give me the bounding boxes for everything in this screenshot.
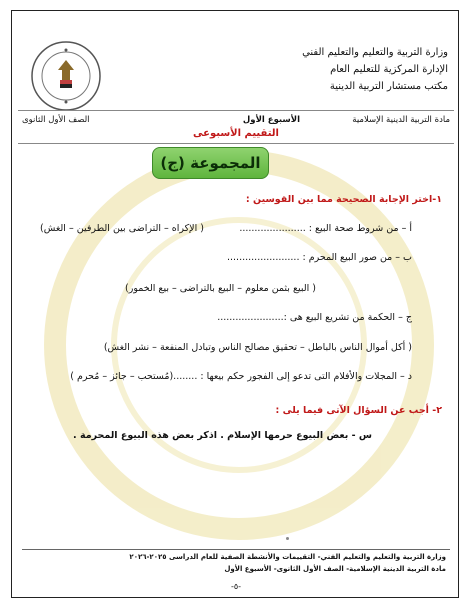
question-1a-options: ( الإكراه – التراضى بين الطرفين – الغش) bbox=[40, 223, 204, 234]
question-1b-options: ( البيع بثمن معلوم – البيع بالتراضى – بيع الخمور) bbox=[125, 283, 316, 294]
question-1-title: ١-اختر الإجابة الصحيحة مما بين القوسين : bbox=[245, 194, 442, 205]
evaluation-title: التقييم الأسبوعى bbox=[193, 128, 279, 139]
question-2-text: س - بعض البيوع حرمها الإسلام . اذكر بعض هذه البيوع المحرمة . bbox=[73, 430, 372, 441]
question-1a-stem: أ – من شروط صحة البيع : ...................... bbox=[239, 223, 412, 234]
page-number: -٥- bbox=[230, 582, 242, 591]
question-1c-options: ( أكل أموال الناس بالباطل – تحقيق مصالح الناس وتبادل المنفعة – نشر الغش) bbox=[103, 342, 412, 353]
footer-line-2: مادة التربية الدينية الإسلامية- الصف الأول الثانوى- الأسبوع الأول bbox=[224, 565, 446, 573]
question-1d-line: د – المجلات والأفلام التى تدعو إلى الفجور حكم بيعها : ........(مُستحب – جائز – مُحرم ) bbox=[70, 371, 412, 382]
question-2-title: ٢- أجب عن السؤال الآتى فيما يلى : bbox=[275, 405, 442, 416]
group-badge: المجموعة (ج) bbox=[152, 147, 269, 179]
ministry-logo bbox=[30, 40, 102, 112]
question-1b-stem: ب – من صور البيع المحرم : ........................ bbox=[227, 252, 412, 263]
ministry-line-1: وزارة التربية والتعليم والتعليم الفني bbox=[302, 47, 448, 58]
footer-line-1: وزارة التربية والتعليم والتعليم الفني- التقييمات والأنشطة الصفية للعام الدراسى ٢٠٢٥-٢٠٢٦ bbox=[129, 553, 446, 561]
info-row bbox=[22, 115, 450, 129]
footer-divider bbox=[22, 549, 450, 550]
week-label: الأسبوع الأول bbox=[242, 115, 300, 125]
page-mark bbox=[286, 537, 289, 540]
ministry-line-2: الإدارة المركزية للتعليم العام bbox=[330, 64, 448, 75]
info-divider bbox=[18, 143, 454, 144]
question-1c-stem: ج – الحكمة من تشريع البيع هى :...................... bbox=[217, 312, 412, 323]
header-divider bbox=[18, 110, 454, 111]
ministry-header bbox=[302, 44, 448, 95]
subject-label: مادة التربية الدينية الإسلامية bbox=[352, 115, 450, 125]
grade-label: الصف الأول الثانوى bbox=[22, 115, 90, 125]
ministry-line-3: مكتب مستشار التربية الدينية bbox=[329, 81, 448, 92]
